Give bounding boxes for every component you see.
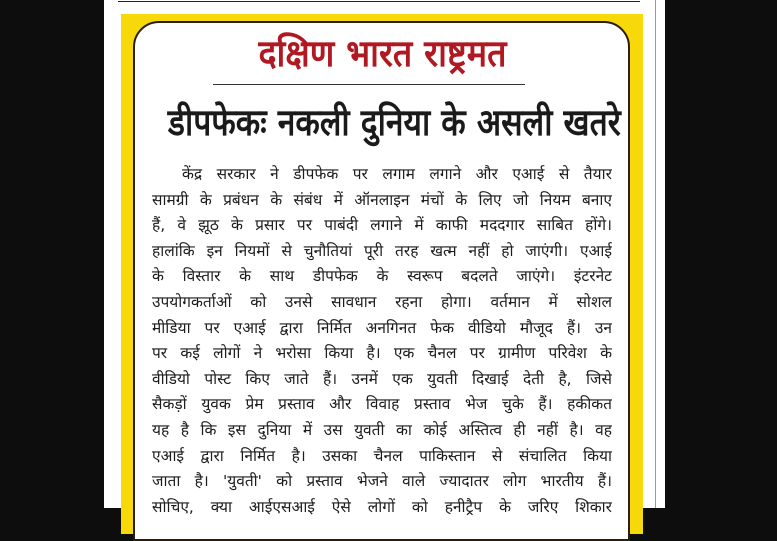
body-line: हालांकि इन नियमों से चुनौतियां पूरी तरह खत्म नहीं हो जाएंगी। एआई [152,241,612,260]
top-rule [118,1,640,2]
article-headline: डीपफेकः नकली दुनिया के असली खतरे [167,101,621,144]
masthead-title: दक्षिण भारत राष्ट्रमत [258,32,507,75]
body-line: वीडियो पोस्ट किए जाते हैं। उनमें एक युवती दिखाई देती है, जिसे [152,369,612,388]
body-line: केंद्र सरकार ने डीपफेक पर लगाम लगाने और एआई से तैयार [182,165,612,183]
body-line: के विस्तार के साथ डीपफेक के स्वरूप बदलते जाएंगे। इंटरनेट [152,267,612,286]
body-line: जाता है। 'युवती' को प्रस्ताव भेजने वाले ज्यादातर लोग भारतीय हैं। [152,472,612,491]
body-line: हैं, वे झूठ के प्रसार पर पाबंदी लगाने में काफी मददगार साबित होंगे। [152,216,612,235]
body-line: सैकड़ों युवक प्रेम प्रस्ताव और विवाह प्रस्ताव भेज चुके हैं। हकीकत [152,395,612,414]
body-line: मीडिया पर एआई द्वारा निर्मित अनगिनत फेक वीडियो मौजूद हैं। उन [152,318,612,337]
body-line: यह है कि इस दुनिया में उस युवती का कोई अस्तित्व ही नहीं है। वह [152,420,612,439]
page-edge-line [655,0,656,508]
body-line: सामग्री के प्रबंधन के संबंध में ऑनलाइन मंचों के लिए जो नियम बनाए [152,190,612,209]
body-line: एआई द्वारा निर्मित है। उसका चैनल पाकिस्तान से संचालित किया [152,446,612,465]
body-line: उपयोगकर्ताओं को उनसे सावधान रहना होगा। वर्तमान में सोशल [152,292,612,311]
masthead-divider [213,84,525,85]
body-line: सोचिए, क्या आईएसआई ऐसे लोगों को हनीट्रैप के जरिए शिकार [152,497,612,516]
body-line: पर कई लोगों ने भरोसा किया है। एक चैनल पर ग्रामीण परिवेश के [152,344,612,363]
article-body [152,162,612,520]
